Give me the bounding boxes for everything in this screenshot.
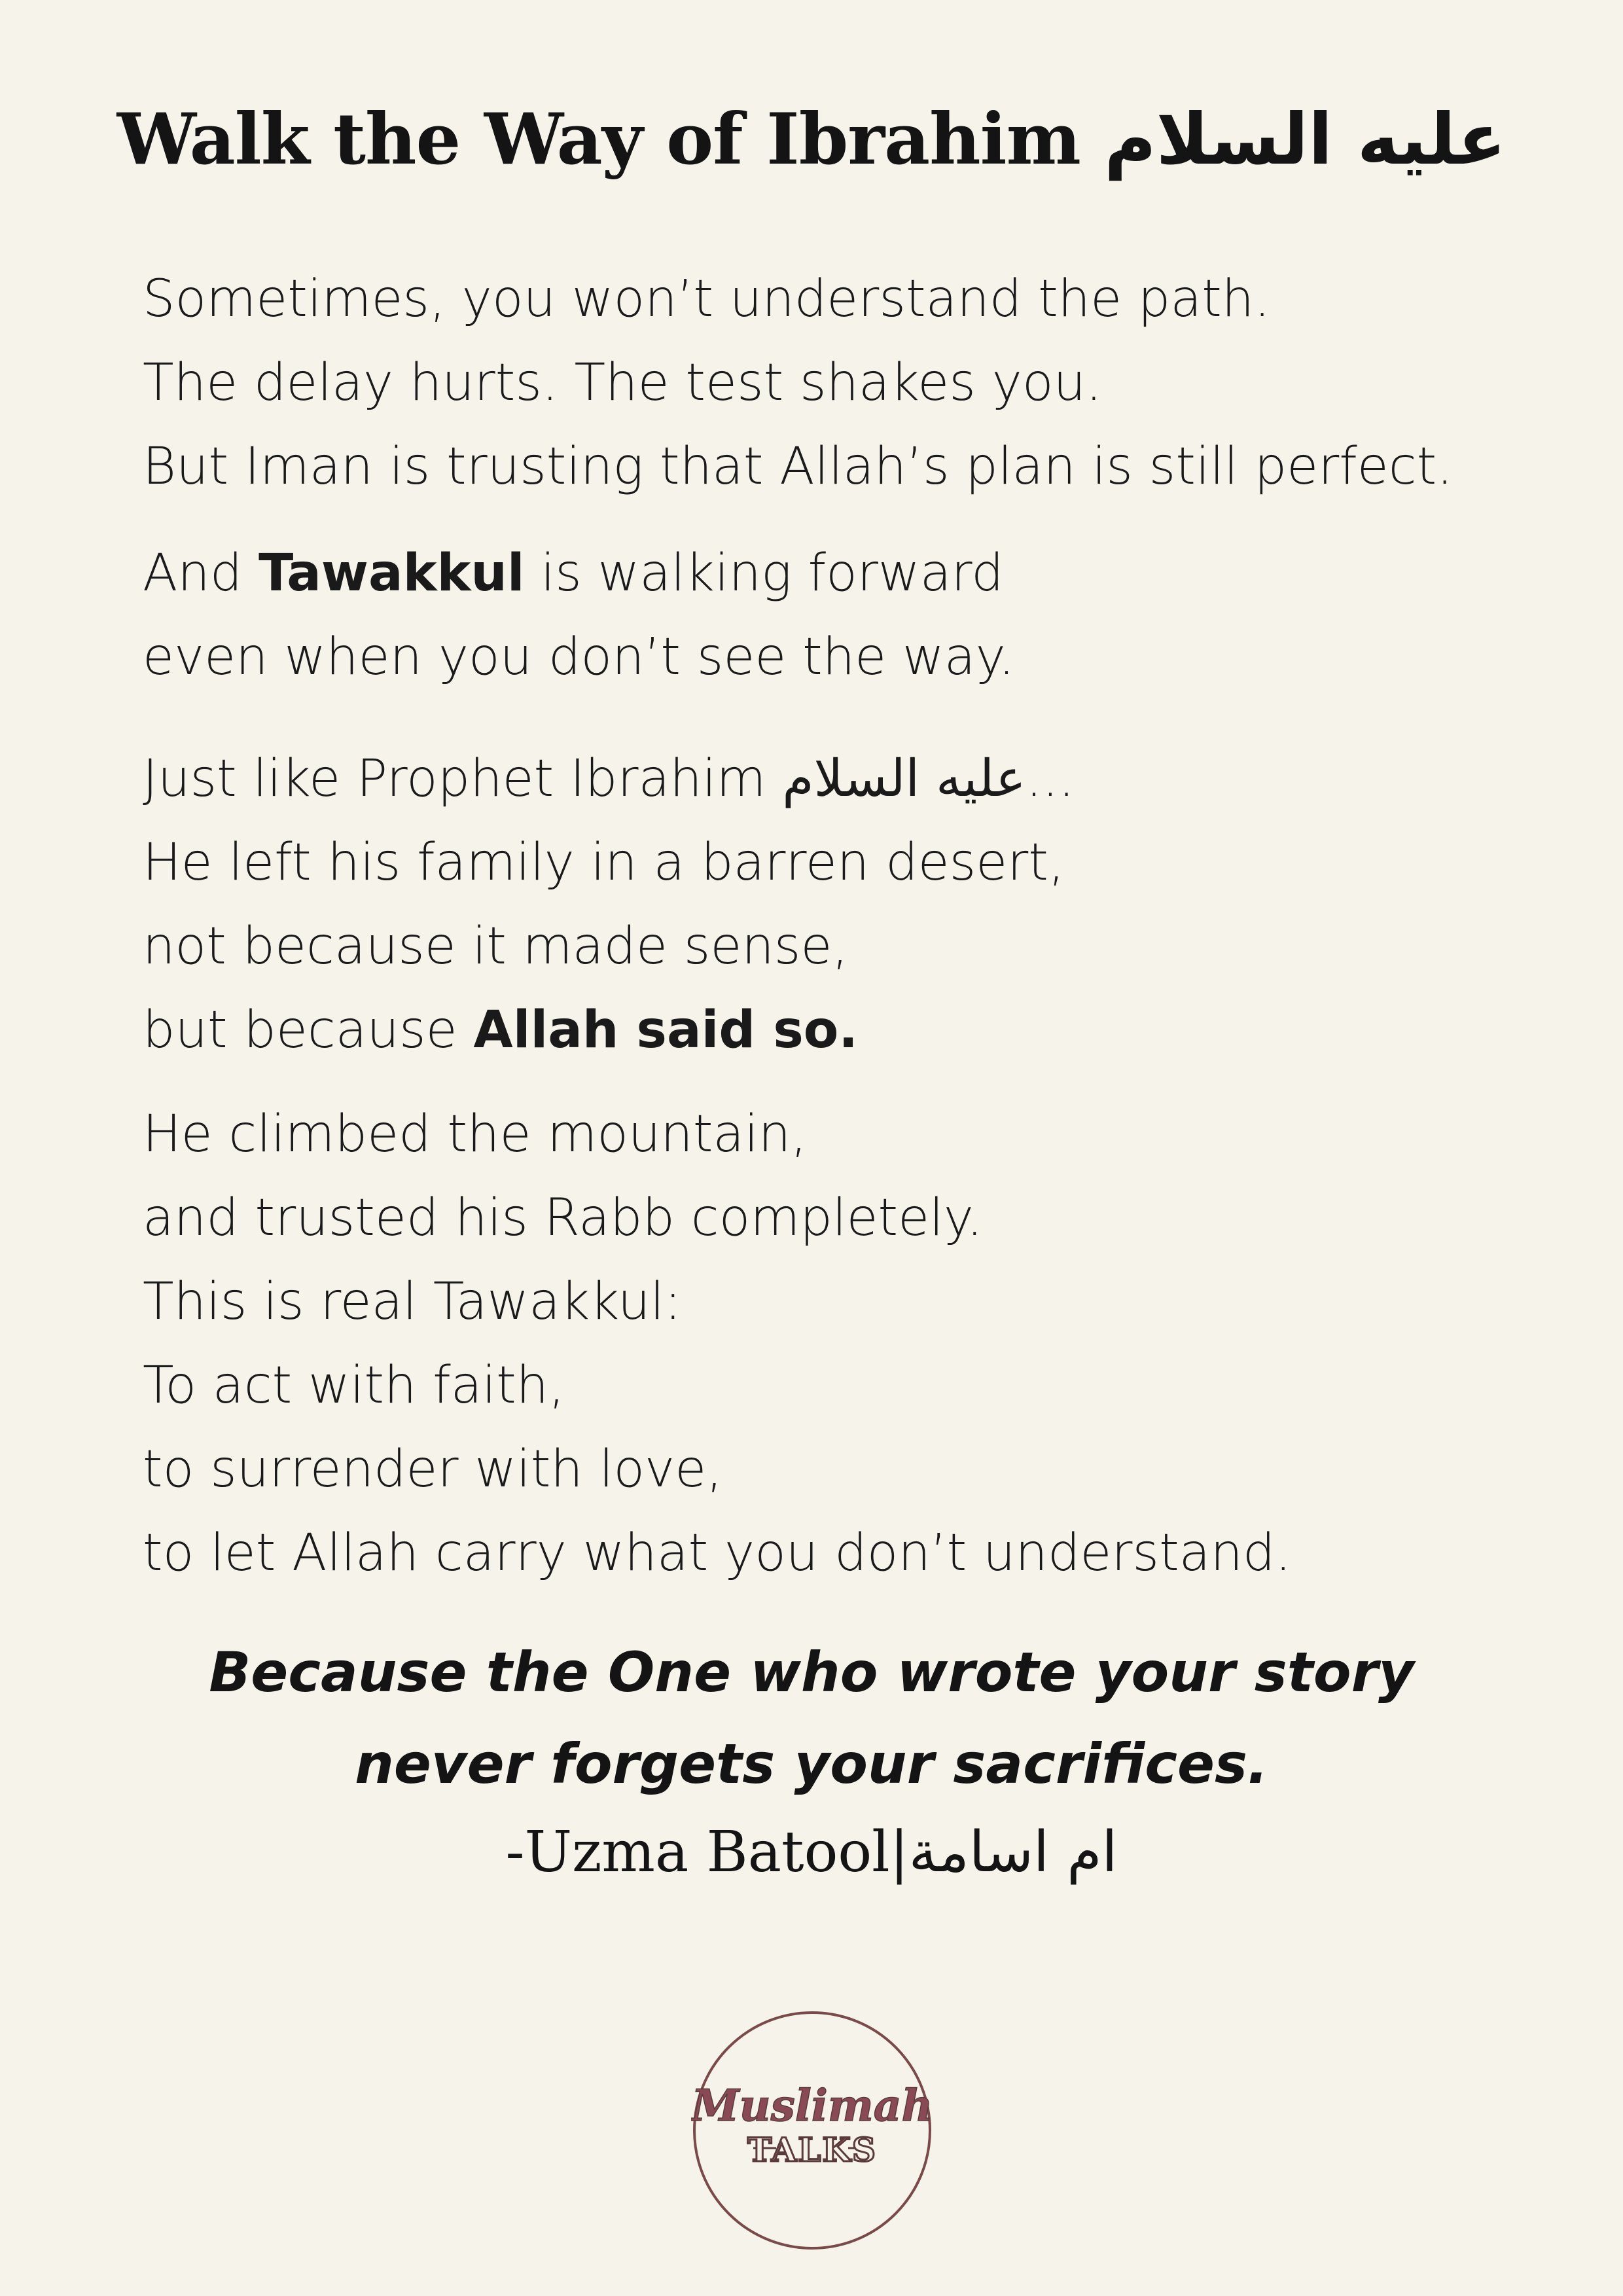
author-name: -Uzma Batool| (505, 1820, 909, 1885)
logo-word-muslimah: Muslimah (691, 2080, 933, 2131)
muslimah-talks-logo (691, 2009, 933, 2251)
poem-text: but because (143, 1001, 474, 1060)
poem-line: not because it made sense, (143, 917, 849, 976)
logo-word-talks: TALKS (747, 2130, 877, 2169)
poem-text: ... (1026, 749, 1075, 808)
closing-quote (0, 1626, 1623, 1810)
title-arabic: عليه السلام (1104, 99, 1507, 181)
closing-line-1: Because the One who wrote your story (209, 1640, 1414, 1704)
stanza-4 (143, 1092, 1517, 1595)
poem-text: is walking forward (524, 544, 1004, 603)
poem-line: Sometimes, you won’t understand the path. (143, 270, 1271, 329)
closing-line-2: never forgets your sacrifices. (355, 1732, 1268, 1796)
poem-line: to surrender with love, (143, 1440, 722, 1499)
poem-line: The delay hurts. The test shakes you. (143, 353, 1102, 412)
author-signature (0, 1820, 1623, 1885)
emphasis-allah-said-so: Allah said so. (473, 1001, 858, 1060)
poem-line: He left his family in a barren desert, (143, 833, 1065, 892)
poem-text: Just like Prophet Ibrahim (143, 749, 783, 808)
poem-line (143, 531, 1517, 615)
poem-line: This is real Tawakkul: (143, 1272, 682, 1331)
title-text: Walk the Way of Ibrahim (116, 98, 1105, 181)
poem-line: even when you don’t see the way. (143, 628, 1015, 687)
poem-line: But Iman is trusting that Allah’s plan is still perfect. (143, 437, 1453, 496)
page-title (0, 98, 1623, 181)
emphasis-tawakkul: Tawakkul (259, 544, 525, 603)
poem-line: To act with faith, (143, 1356, 565, 1415)
author-arabic: ام اسامة (908, 1820, 1118, 1885)
arabic-honorific: عليه السلام (782, 749, 1026, 808)
stanza-3 (143, 737, 1517, 1072)
poem-line: He climbed the mountain, (143, 1105, 808, 1164)
poem-line (143, 988, 1517, 1072)
stanza-1 (143, 257, 1517, 509)
poem-line (143, 737, 1517, 821)
poem-text: And (143, 544, 259, 603)
poem-line: and trusted his Rabb completely. (143, 1189, 983, 1247)
stanza-2 (143, 531, 1517, 699)
poem-line: to let Allah carry what you don’t understand. (143, 1524, 1292, 1583)
